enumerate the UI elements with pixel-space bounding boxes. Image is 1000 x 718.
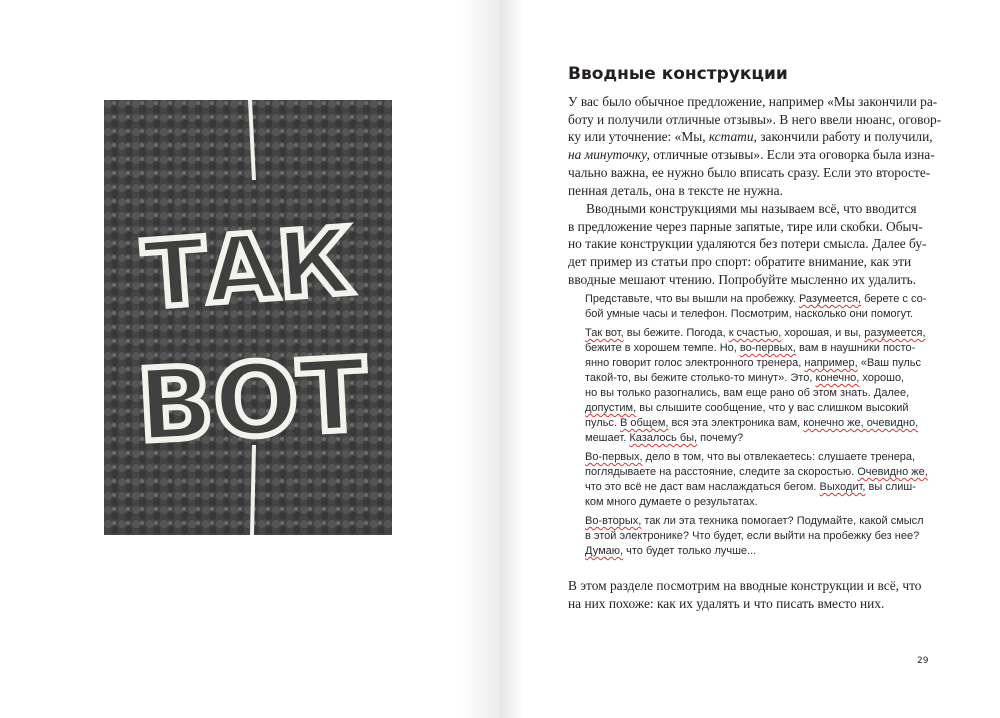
example-quote — [585, 292, 935, 563]
text-segment: вы слиш- — [865, 481, 916, 493]
text-segment: закончили работу и получили, — [756, 129, 933, 145]
text-segment: Вводными конструкциями мы называем всё, что вводится — [586, 201, 917, 216]
text-segment: в этой электронике? Что будет, если выйти на пробежку без нее? — [585, 530, 920, 542]
marked-introductory-phrase: например, — [804, 357, 858, 369]
text-line — [585, 356, 935, 371]
text-segment: вам в наушники посто- — [795, 342, 916, 354]
text-segment: хорошая, и вы, — [781, 327, 865, 339]
marked-introductory-phrase: допустим, — [585, 402, 637, 414]
text-line — [568, 111, 942, 129]
text-segment: боту и получили отличные отзывы». В него ввели нюанс, оговор- — [568, 111, 942, 127]
text-segment: пульс. — [585, 417, 620, 429]
quote-paragraph — [585, 450, 935, 510]
text-segment: вы слышите сообщение, что у вас слишком высокий — [636, 402, 909, 414]
intro-paragraph — [568, 93, 942, 199]
text-line — [568, 182, 938, 200]
marked-introductory-phrase: конечно же, очевидно, — [803, 417, 919, 429]
marked-introductory-phrase: Выходит, — [819, 481, 866, 493]
text-line — [585, 386, 935, 401]
marked-introductory-phrase: В общем, — [619, 417, 669, 429]
text-segment: берете с со- — [861, 293, 927, 305]
text-line — [585, 544, 935, 559]
text-line — [585, 495, 935, 510]
text-segment: что это всё не даст вам наслаждаться бегом. — [585, 481, 820, 493]
marked-introductory-phrase: Казалось бы, — [629, 432, 698, 444]
text-line — [585, 307, 935, 322]
marked-introductory-phrase: разумеется, — [864, 327, 926, 339]
quote-paragraph — [585, 292, 935, 322]
definition-paragraph — [568, 200, 938, 289]
text-line — [585, 480, 935, 495]
text-segment: вся эта электроника вам, — [668, 417, 804, 429]
text-segment: в предложение через парные запятые, тире или скобки. Обыч- — [568, 218, 923, 234]
text-line — [585, 371, 935, 386]
text-segment: мешает. — [585, 432, 630, 444]
text-line — [568, 253, 938, 271]
text-segment: так ли эта техника помогает? Подумайте, какой смысл — [641, 515, 924, 527]
text-segment: бой умные часы и телефон. Посмотрим, насколько они помогут. — [585, 308, 914, 320]
svg-text:ТАК: ТАК — [139, 207, 356, 330]
marked-introductory-phrase: Думаю, — [585, 545, 624, 557]
text-line — [568, 146, 938, 164]
text-line — [568, 595, 938, 613]
text-line — [568, 128, 938, 146]
text-segment: поглядываете на расстояние, следите за скоростью. — [585, 466, 858, 478]
marked-introductory-phrase: Во-первых, — [585, 451, 643, 463]
text-segment: пенная деталь, она в тексте не нужна. — [568, 182, 783, 198]
text-line — [568, 271, 938, 289]
marked-introductory-phrase: Во-вторых, — [585, 515, 642, 527]
text-segment: отличные отзывы». Если эта оговорка была изна- — [649, 147, 935, 163]
text-segment: на них похоже: как их удалять и что писать вместо них. — [568, 595, 885, 611]
text-segment: У вас было обычное предложение, например «Мы закончили ра- — [568, 94, 938, 109]
marked-introductory-phrase: во-первых, — [739, 342, 796, 354]
text-line — [568, 164, 938, 182]
text-line — [568, 235, 938, 253]
text-segment: но такие конструкции удаляются без потери смысла. Далее бу- — [568, 236, 927, 252]
text-line — [585, 450, 935, 465]
text-line — [585, 341, 935, 356]
text-segment: янно говорит голос электронного тренера, — [585, 357, 805, 369]
text-segment: В этом разделе посмотрим на вводные конструкции и всё, что — [568, 578, 922, 593]
marked-introductory-phrase: конечно, — [815, 372, 860, 384]
text-line — [585, 326, 935, 341]
text-segment: чально важна, ее нужно было вписать сразу. Если это второсте- — [568, 164, 931, 180]
quote-paragraph — [585, 514, 935, 559]
text-line — [585, 431, 935, 446]
text-segment: ку или уточнение: «Мы, — [568, 129, 709, 145]
text-segment: на минуточку, — [568, 147, 650, 163]
text-segment: почему? — [697, 432, 744, 444]
text-line — [585, 401, 935, 416]
text-segment: ком много думаете о результатах. — [585, 496, 758, 508]
text-segment: вы бежите. Погода, — [623, 327, 729, 339]
text-segment: кстати, — [708, 129, 757, 145]
text-segment: дело в том, что вы отвлекаетесь: слушаете тренера, — [642, 451, 916, 463]
text-line — [585, 514, 935, 529]
marked-introductory-phrase: Так вот, — [585, 327, 624, 339]
text-line — [585, 416, 935, 431]
marked-introductory-phrase: Разумеется, — [798, 293, 862, 305]
text-segment: вводные мешают чтению. Попробуйте мысленно их удалить. — [568, 271, 917, 287]
text-line — [585, 465, 935, 480]
page-number: 29 — [917, 656, 929, 666]
text-segment: Представьте, что вы вышли на пробежку. — [585, 293, 799, 305]
marked-introductory-phrase: Очевидно же, — [857, 466, 928, 478]
marked-introductory-phrase: к счастью, — [728, 327, 782, 339]
text-line — [568, 218, 938, 236]
text-line — [568, 200, 938, 218]
text-line — [568, 93, 938, 111]
text-segment: хорошо, — [859, 372, 905, 384]
svg-text:ВОТ: ВОТ — [134, 336, 370, 465]
moss-lettering-photo — [104, 100, 392, 535]
text-segment: такой-то, вы бежите столько-то минут». Это, — [585, 372, 816, 384]
text-segment: дет пример из статьи про спорт: обратите внимание, как эти — [568, 254, 912, 270]
outro-paragraph — [568, 577, 938, 612]
quote-paragraph — [585, 326, 935, 446]
text-line — [585, 529, 935, 544]
text-segment: но вы только разогнались, вам еще рано об этом знать. Далее, — [585, 387, 910, 399]
text-segment: бежите в хорошем темпе. Но, — [585, 342, 740, 354]
text-segment: «Ваш пульс — [857, 357, 922, 369]
text-line — [585, 292, 935, 307]
section-heading: Вводные конструкции — [568, 64, 788, 84]
text-segment: что будет только лучше... — [623, 545, 757, 557]
text-line — [568, 577, 938, 595]
